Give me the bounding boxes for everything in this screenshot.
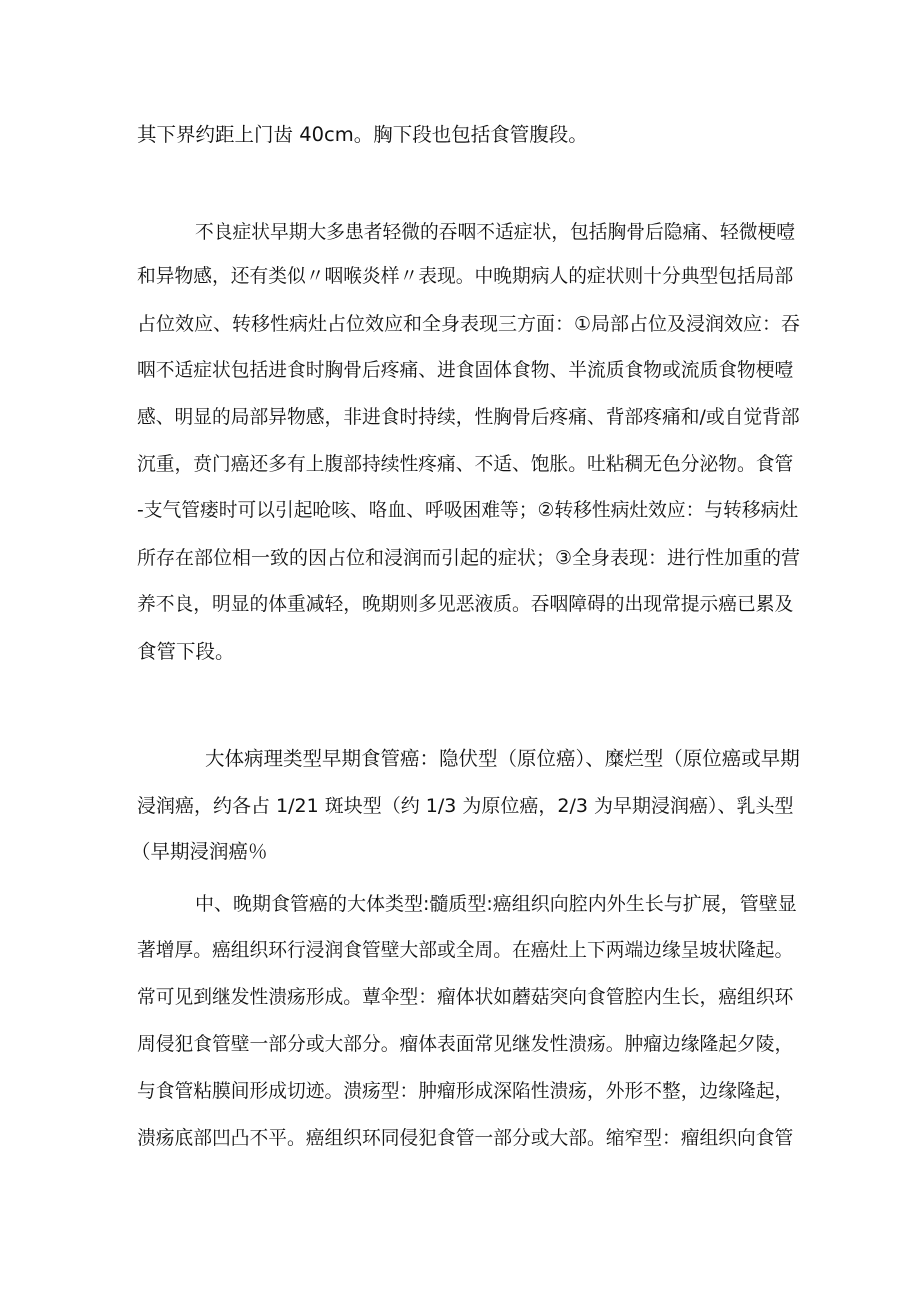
text-line: 食管下段。 — [137, 640, 235, 663]
text-line: 常可见到继发性溃疡形成。蕈伞型：瘤体状如蘑菇突向食管腔内生长，癌组织环 — [137, 987, 794, 1008]
text-line: （早期浸润癌％ — [131, 840, 268, 863]
text-line: 著增厚。癌组织环行浸润食管壁大部或全周。在癌灶上下两端边缘呈坡状隆起。 — [137, 940, 794, 961]
text-line: 咽不适症状包括进食时胸骨后疼痛、进食固体食物、半流质食物或流质食物梗噎 — [137, 360, 794, 381]
text-line: 不良症状早期大多患者轻微的吞咽不适症状，包括胸骨后隐痛、轻微梗噎 — [195, 222, 795, 243]
text-line: -支气管瘘时可以引起呛咳、咯血、呼吸困难等；②转移性病灶效应：与转移病灶 — [137, 500, 799, 521]
text-line: 溃疡底部凹凸不平。癌组织环同侵犯食管一部分或大部。缩窄型：瘤组织向食管 — [137, 1128, 794, 1149]
text-line: 养不良，明显的体重减轻，晚期则多见恶液质。吞咽障碍的出现常提示癌已累及 — [137, 594, 794, 615]
text-line: 中、晚期食管癌的大体类型:髓质型:癌组织向腔内外生长与扩展，管壁显 — [195, 893, 797, 915]
text-line: 所存在部位相一致的因占位和浸润而引起的症状；③全身表现：进行性加重的营 — [137, 547, 801, 569]
text-line: 周侵犯食管壁一部分或大部分。瘤体表面常见继发性溃疡。肿瘤边缘隆起夕陵， — [137, 1034, 794, 1055]
text-line: 和异物感，还有类似〃咽喉炎样〃表现。中晚期病人的症状则十分典型包括局部 — [137, 266, 794, 287]
text-line: 其下界约距上门齿 40cm。胸下段也包括食管腹段。 — [137, 123, 588, 146]
text-line: 沉重，贲门癌还多有上腹部持续性疼痛、不适、饱胀。吐粘稠无色分泌物。食管 — [137, 454, 794, 475]
text-line: 浸润癌，约各占 1/21 斑块型（约 1/3 为原位癌，2/3 为早期浸润癌）、乳头型 — [137, 795, 794, 817]
text-line: 感、明显的局部异物感，非进食时持续，性胸骨后疼痛、背部疼痛和/或自觉背部 — [137, 407, 800, 428]
text-line: 与食管粘膜间形成切迹。溃疡型：肿瘤形成深陷性溃疡，外形不整，边缘隆起， — [137, 1081, 794, 1102]
text-line: 占位效应、转移性病灶占位效应和全身表现三方面：①局部占位及浸润效应：吞 — [137, 313, 801, 335]
text-line: 大体病理类型早期食管癌：隐伏型（原位癌）、糜烂型（原位癌或早期 — [205, 747, 800, 770]
